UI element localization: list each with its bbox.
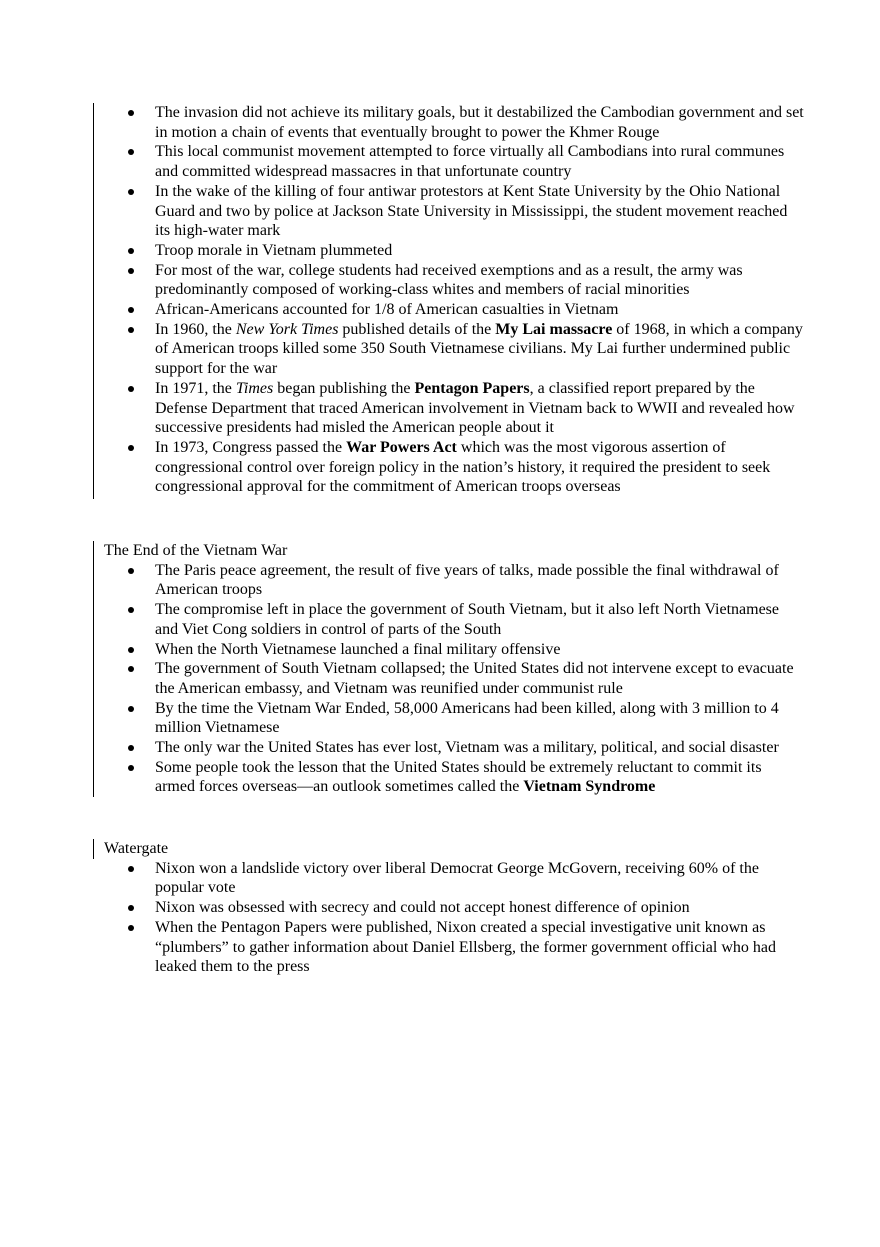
bullet-dot-icon	[128, 745, 134, 751]
bullet-item	[104, 300, 804, 320]
bullet-text: Troop morale in Vietnam plummeted	[155, 241, 393, 259]
bullet-item	[104, 438, 804, 497]
bullet-item	[104, 600, 804, 639]
bullet-text: African-Americans accounted for 1/8 of American casualties in Vietnam	[155, 301, 619, 319]
bullet-text: The only war the United States has ever lost, Vietnam was a military, political, and social disaster	[155, 739, 779, 757]
bullet-dot-icon	[128, 568, 134, 574]
bullet-list	[104, 103, 804, 497]
bullet-text: began publishing the	[273, 379, 415, 397]
bullet-text: published details of the	[338, 320, 496, 338]
bullet-text: The compromise left in place the government of South Vietnam, but it also left North Vietnamese and Viet Cong soldiers in control of parts of the South	[155, 601, 779, 638]
bold-term: My Lai massacre	[495, 320, 613, 338]
bullet-item	[104, 320, 804, 379]
italic-title: Times	[235, 379, 274, 397]
bullet-item	[104, 261, 804, 300]
bullet-text: Nixon won a landslide victory over liberal Democrat George McGovern, receiving 60% of the popular vote	[155, 859, 759, 897]
section-watergate	[93, 839, 804, 977]
bullet-item	[104, 103, 804, 142]
section-cambodia-aftermath	[93, 103, 804, 497]
bullet-dot-icon	[128, 248, 134, 254]
bullet-dot-icon	[128, 189, 134, 195]
bullet-item	[104, 241, 804, 261]
bullet-list	[104, 859, 804, 977]
bullet-dot-icon	[128, 866, 134, 872]
bullet-text: When the Pentagon Papers were published, Nixon created a special investigative unit known as “plumbers” to gather information about Daniel Ellsberg, the former government official who had leaked them to the press	[155, 918, 776, 976]
bold-term: Vietnam Syndrome	[523, 778, 656, 796]
bullet-dot-icon	[128, 905, 134, 911]
bullet-dot-icon	[128, 110, 134, 116]
bullet-item	[104, 699, 804, 738]
bullet-dot-icon	[128, 327, 134, 333]
bullet-text: In 1973, Congress passed the	[155, 438, 347, 456]
bullet-text: In 1960, the	[155, 320, 236, 338]
bullet-item	[104, 640, 804, 660]
bullet-item	[104, 561, 804, 600]
section-heading: The End of the Vietnam War	[104, 542, 288, 559]
bullet-dot-icon	[128, 386, 134, 392]
bullet-item	[104, 142, 804, 181]
bullet-dot-icon	[128, 647, 134, 653]
bullet-text: Nixon was obsessed with secrecy and could not accept honest difference of opinion	[155, 899, 690, 917]
bullet-list	[104, 561, 804, 797]
bullet-dot-icon	[128, 765, 134, 771]
bullet-text: This local communist movement attempted to force virtually all Cambodians into rural communes and committed widespread massacres in that unfortunate country	[155, 143, 785, 181]
bold-term: War Powers Act	[346, 438, 457, 456]
bullet-text: By the time the Vietnam War Ended, 58,000 Americans had been killed, along with 3 million to 4 million Vietnamese	[155, 699, 779, 737]
bullet-text: When the North Vietnamese launched a final military offensive	[155, 640, 561, 658]
bullet-item	[104, 659, 804, 698]
bullet-item	[104, 758, 804, 797]
section-heading: Watergate	[104, 840, 169, 857]
bullet-text: For most of the war, college students had received exemptions and as a result, the army was predominantly composed of working-class whites and members of racial minorities	[155, 261, 743, 299]
bullet-dot-icon	[128, 666, 134, 672]
bullet-dot-icon	[128, 445, 134, 451]
bullet-text: Some people took the lesson that the United States should be extremely reluctant to commit its armed forces overseas—an outlook sometimes called the	[155, 758, 762, 796]
bullet-dot-icon	[128, 149, 134, 155]
bullet-item	[104, 738, 804, 758]
bullet-dot-icon	[128, 925, 134, 931]
section-end-of-vietnam-war	[93, 541, 804, 797]
bullet-text: In 1971, the	[155, 379, 236, 397]
bullet-item	[104, 859, 804, 898]
italic-title: New York Times	[235, 320, 339, 338]
bullet-text: In the wake of the killing of four antiwar protestors at Kent State University by the Ohio National Guard and two by police at Jackson State University in Mississippi, the student movement reached its high-water mark	[155, 182, 788, 240]
bullet-text: The government of South Vietnam collapsed; the United States did not intervene except to evacuate the American embassy, and Vietnam was reunified under communist rule	[155, 660, 794, 697]
bullet-item	[104, 918, 804, 977]
bullet-dot-icon	[128, 607, 134, 613]
bullet-item	[104, 182, 804, 241]
bullet-text: of 1968, in which a company of American troops killed some 350 South Vietnamese civilians. My Lai further undermined public support for the war	[155, 320, 803, 378]
bullet-text: The invasion did not achieve its military goals, but it destabilized the Cambodian government and set in motion a chain of events that eventually brought to power the Khmer Rouge	[155, 104, 804, 141]
bullet-item	[104, 898, 804, 918]
bullet-dot-icon	[128, 268, 134, 274]
bullet-text: which was the most vigorous assertion of congressional control over foreign policy in the nation’s history, it required the president to seek congressional approval for the commitment of American troops overseas	[155, 438, 771, 496]
bullet-item	[104, 379, 804, 438]
bullet-text: The Paris peace agreement, the result of five years of talks, made possible the final withdrawal of American troops	[155, 561, 779, 599]
bold-term: Pentagon Papers	[414, 379, 530, 397]
bullet-dot-icon	[128, 307, 134, 313]
bullet-dot-icon	[128, 706, 134, 712]
bullet-text: , a classified report prepared by the Defense Department that traced American involvement in Vietnam back to WWII and revealed how successive presidents had misled the American people about it	[155, 379, 795, 437]
